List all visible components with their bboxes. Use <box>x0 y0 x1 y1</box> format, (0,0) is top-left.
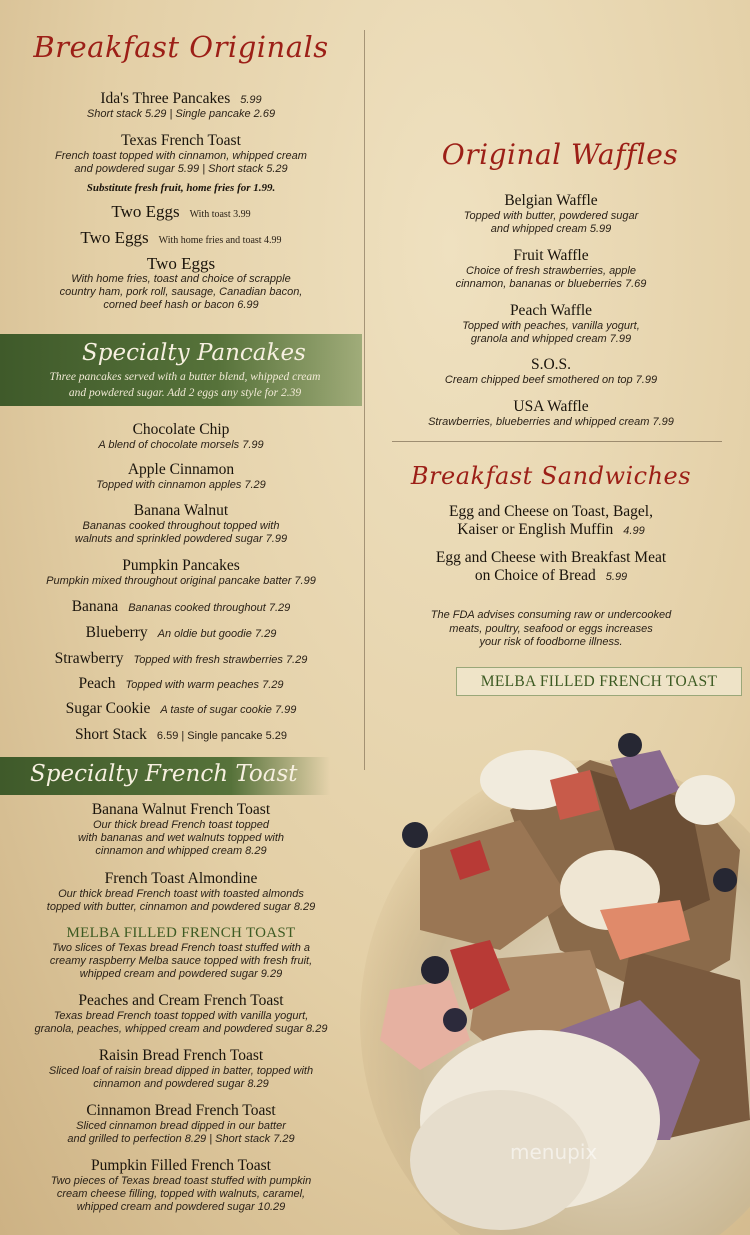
item-name: Raisin Bread French Toast <box>98 1047 264 1064</box>
section-divider <box>392 441 722 442</box>
item-desc: Topped with fresh strawberries 7.29 <box>133 654 308 666</box>
item-name: Two Eggs <box>80 228 149 247</box>
item-desc: Bananas cooked throughout 7.29 <box>128 602 291 614</box>
substitute-note: Substitute fresh fruit, home fries for 1.99. <box>86 182 276 194</box>
fda-line: meats, poultry, seafood or eggs increases <box>449 622 653 635</box>
item-name: Belgian Waffle <box>504 192 598 209</box>
item-price: 5.99 <box>240 94 262 106</box>
item-desc: 6.59 | Single pancake 5.29 <box>156 730 287 742</box>
fda-advisory <box>370 609 732 650</box>
item-desc: Short stack 5.29 | Single pancake 2.69 <box>86 108 276 120</box>
specialty-pancakes-heading: Specialty Pancakes <box>82 340 306 366</box>
item-desc: granola and whipped cream 7.99 <box>470 333 632 345</box>
menu-item <box>0 624 362 642</box>
menu-item <box>0 229 362 248</box>
fda-line: The FDA advises consuming raw or undercooked <box>430 609 672 621</box>
breakfast-sandwiches-heading: Breakfast Sandwiches <box>410 462 692 490</box>
item-desc: corned beef hash or bacon 6.99 <box>103 299 259 311</box>
menu-item <box>0 726 362 744</box>
item-name: Two Eggs <box>146 254 216 273</box>
item-desc: with bananas and wet walnuts topped with <box>77 832 285 844</box>
item-desc: cream cheese filling, topped with walnuts, caramel, <box>56 1188 306 1200</box>
specialty-pancakes-subtitle: Three pancakes served with a butter blend, whipped cream <box>49 371 321 383</box>
item-name: Banana Walnut French Toast <box>91 801 271 818</box>
menu-item <box>0 870 362 914</box>
item-desc: walnuts and sprinkled powdered sugar 7.99 <box>74 533 288 545</box>
item-price: 5.99 <box>605 571 628 583</box>
menu-item <box>0 132 362 176</box>
item-desc: whipped cream and powdered sugar 10.29 <box>76 1201 286 1213</box>
original-waffles-heading: Original Waffles <box>441 138 679 171</box>
item-name: Ida's Three Pancakes <box>100 90 231 107</box>
item-desc: Bananas cooked throughout topped with <box>82 520 280 532</box>
specialty-french-toast-heading: Specialty French Toast <box>30 761 298 787</box>
menu-item <box>0 650 362 668</box>
menu-item <box>0 675 362 693</box>
specialty-pancakes-subtitle: and powdered sugar. Add 2 eggs any style for 2.39 <box>68 387 302 399</box>
item-name: Pumpkin Filled French Toast <box>91 1157 271 1174</box>
item-desc: cinnamon and powdered sugar 8.29 <box>93 1078 269 1090</box>
item-name: French Toast Almondine <box>104 870 258 887</box>
right-column <box>370 0 750 1235</box>
breakfast-originals-heading: Breakfast Originals <box>33 30 329 64</box>
item-name: Peach Waffle <box>509 302 593 319</box>
item-desc: cinnamon, bananas or blueberries 7.69 <box>455 278 647 290</box>
item-desc: Sliced cinnamon bread dipped in our batter <box>76 1120 286 1132</box>
item-name: USA Waffle <box>513 398 589 415</box>
item-name: Egg and Cheese on Toast, Bagel, <box>449 503 653 520</box>
item-desc: Choice of fresh strawberries, apple <box>466 265 636 277</box>
menu-item <box>0 557 362 588</box>
item-desc: With toast 3.99 <box>189 209 251 220</box>
item-name: MELBA FILLED FRENCH TOAST <box>66 925 296 941</box>
item-name: Pumpkin Pancakes <box>122 557 240 574</box>
menu-item <box>370 247 732 291</box>
item-desc: With home fries and toast 4.99 <box>158 235 282 246</box>
item-desc: Pumpkin mixed throughout original pancake batter 7.99 <box>46 575 316 587</box>
watermark: menupix <box>510 1140 598 1164</box>
item-desc: topped with butter, cinnamon and powdered sugar 8.29 <box>46 901 316 913</box>
item-desc: Two slices of Texas bread French toast stuffed with a <box>51 942 310 954</box>
menu-item <box>0 924 362 981</box>
left-column <box>0 0 362 1235</box>
item-desc: cinnamon and whipped cream 8.29 <box>95 845 267 857</box>
item-desc: A taste of sugar cookie 7.99 <box>160 704 297 716</box>
item-name: on Choice of Bread <box>474 567 596 584</box>
item-desc: Texas bread French toast topped with vanilla yogurt, <box>53 1010 309 1022</box>
menu-item <box>0 421 362 452</box>
item-desc: Topped with peaches, vanilla yogurt, <box>462 320 640 332</box>
item-name: Cinnamon Bread French Toast <box>86 1102 276 1119</box>
menu-item <box>370 356 732 387</box>
menu-item <box>370 398 732 429</box>
item-name: Blueberry <box>85 624 148 641</box>
menu-item <box>0 1047 362 1091</box>
item-name: Banana <box>71 598 119 615</box>
photo-caption: MELBA FILLED FRENCH TOAST <box>456 667 742 696</box>
item-desc: Our thick bread French toast with toasted almonds <box>58 888 304 900</box>
menu-item <box>0 1102 362 1146</box>
menu-item <box>0 203 362 222</box>
menu-item <box>0 801 362 858</box>
item-name: Fruit Waffle <box>513 247 589 264</box>
item-desc: With home fries, toast and choice of scrapple <box>71 273 291 285</box>
menu-item <box>0 461 362 492</box>
menu-item <box>0 502 362 546</box>
column-divider <box>364 30 365 770</box>
item-name: Short Stack <box>75 726 147 743</box>
item-name: Banana Walnut <box>133 502 229 519</box>
item-desc: and whipped cream 5.99 <box>490 223 612 235</box>
item-name: Sugar Cookie <box>65 700 151 717</box>
menu-item <box>0 1157 362 1214</box>
item-name: Strawberry <box>54 650 124 667</box>
sandwich-item <box>370 549 732 585</box>
item-desc: A blend of chocolate morsels 7.99 <box>98 439 264 451</box>
item-name: Peaches and Cream French Toast <box>78 992 284 1009</box>
item-name: Texas French Toast <box>121 132 241 149</box>
item-price: 4.99 <box>623 525 645 537</box>
sandwich-item <box>370 503 732 539</box>
menu-item <box>0 255 362 312</box>
item-name: Two Eggs <box>111 202 180 221</box>
item-desc: French toast topped with cinnamon, whipped cream <box>55 150 307 162</box>
menu-item <box>0 90 362 121</box>
specialty-pancakes-band <box>0 334 362 406</box>
item-name: Kaiser or English Muffin <box>457 521 614 538</box>
item-desc: and grilled to perfection 8.29 | Short stack 7.29 <box>67 1133 295 1145</box>
fda-line: your risk of foodborne illness. <box>479 636 623 648</box>
item-name: Egg and Cheese with Breakfast Meat <box>435 549 667 566</box>
menu-item <box>370 192 732 236</box>
item-desc: whipped cream and powdered sugar 9.29 <box>79 968 283 980</box>
menu-item <box>0 992 362 1036</box>
item-desc: Two pieces of Texas bread toast stuffed with pumpkin <box>50 1175 312 1187</box>
item-desc: granola, peaches, whipped cream and powdered sugar 8.29 <box>34 1023 328 1035</box>
item-name: Chocolate Chip <box>132 421 230 438</box>
menu-item <box>0 700 362 718</box>
menu-item <box>370 302 732 346</box>
item-desc: country ham, pork roll, sausage, Canadian bacon, <box>59 286 303 298</box>
item-desc: Strawberries, blueberries and whipped cream 7.99 <box>428 416 674 428</box>
item-desc: Topped with cinnamon apples 7.29 <box>96 479 266 491</box>
item-desc: Topped with warm peaches 7.29 <box>125 679 284 691</box>
menu-item <box>0 598 362 616</box>
item-desc: creamy raspberry Melba sauce topped with fresh fruit, <box>49 955 313 967</box>
item-desc: Topped with butter, powdered sugar <box>463 210 639 222</box>
item-desc: Sliced loaf of raisin bread dipped in batter, topped with <box>48 1065 314 1077</box>
item-name: Peach <box>78 675 116 692</box>
item-name: S.O.S. <box>530 356 572 373</box>
item-desc: and powdered sugar 5.99 | Short stack 5.29 <box>74 163 288 175</box>
specialty-french-toast-band <box>0 757 330 795</box>
item-desc: Cream chipped beef smothered on top 7.99 <box>444 374 658 386</box>
item-desc: An oldie but goodie 7.29 <box>157 628 277 640</box>
item-name: Apple Cinnamon <box>127 461 235 478</box>
item-desc: Our thick bread French toast topped <box>92 819 270 831</box>
